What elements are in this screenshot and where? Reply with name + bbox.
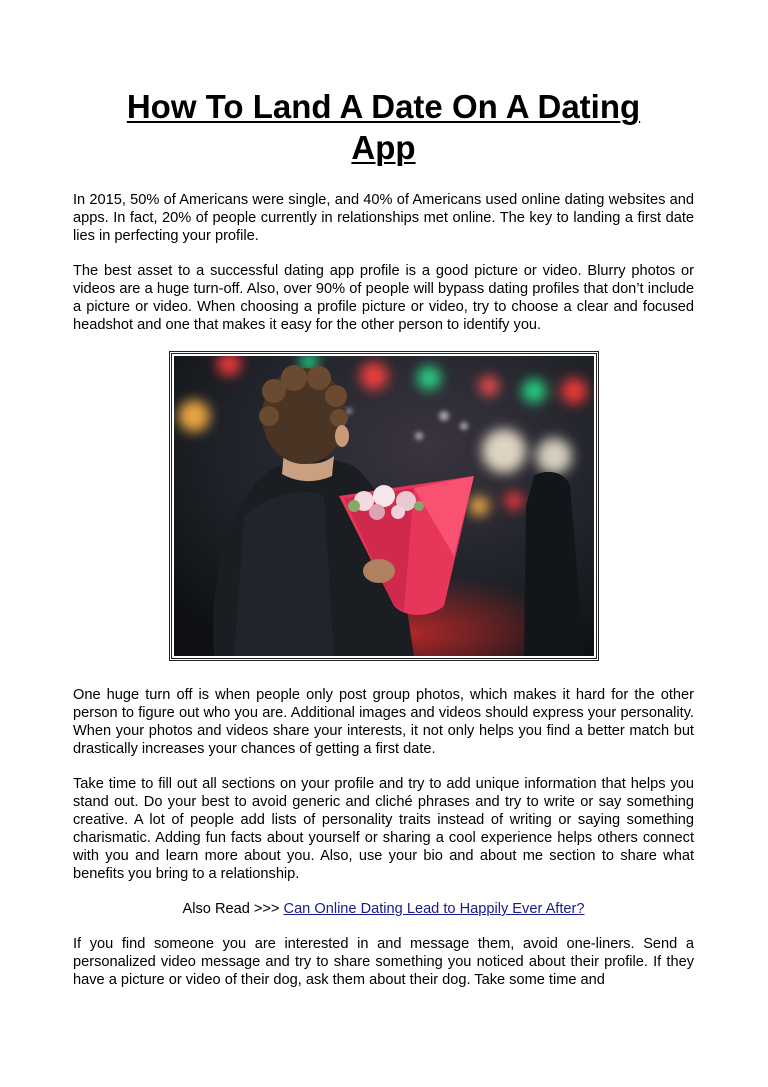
article-title: How To Land A Date On A Dating App — [126, 88, 641, 166]
also-read-link[interactable]: Can Online Dating Lead to Happily Ever After? — [283, 901, 585, 917]
paragraph-intro: In 2015, 50% of Americans were single, and 40% of Americans used online dating websites and apps. In fact, 20% of people currently in relationships met online. The key to landing a first date lies in perfecting your profile. — [73, 192, 694, 244]
paragraph-group-photos: One huge turn off is when people only post group photos, which makes it hard for the other person to figure out who you are. Additional images and videos should express your personality. When your photos and videos share your interests, it not only helps you find a better match but drastically increases your chances of getting a first date. — [73, 687, 694, 757]
also-read-line — [73, 900, 694, 918]
also-read-prefix: Also Read >>> — [182, 901, 280, 917]
document-page — [73, 86, 694, 1006]
paragraph-profile-picture: The best asset to a successful dating app profile is a good picture or video. Blurry photos or videos are a huge turn-off. Also, over 90% of people will bypass dating profiles that don’t include a picture or video. When choosing a profile picture or video, try to choose a clear and focused headshot and one that makes it easy for the other person to identify you. — [73, 263, 694, 333]
article-photo — [169, 351, 599, 661]
paragraph-fill-sections: Take time to fill out all sections on your profile and try to add unique information that helps you stand out. Do your best to avoid generic and cliché phrases and try to write or say something creative. A lot of people add lists of personality traits instead of writing or saying something charismatic. Adding fun facts about yourself or sharing a cool experience helps others connect with you and learn more about you. Also, use your bio and about me section to share what benefits you bring to a relationship. — [73, 776, 694, 882]
figure-container — [73, 351, 694, 661]
paragraph-messaging: If you find someone you are interested in and message them, avoid one-liners. Send a personalized video message and try to share something you noticed about their profile. If they have a picture or video of their dog, ask them about their dog. Take some time and — [73, 936, 694, 988]
photo-man-with-flowers-icon — [174, 356, 594, 656]
